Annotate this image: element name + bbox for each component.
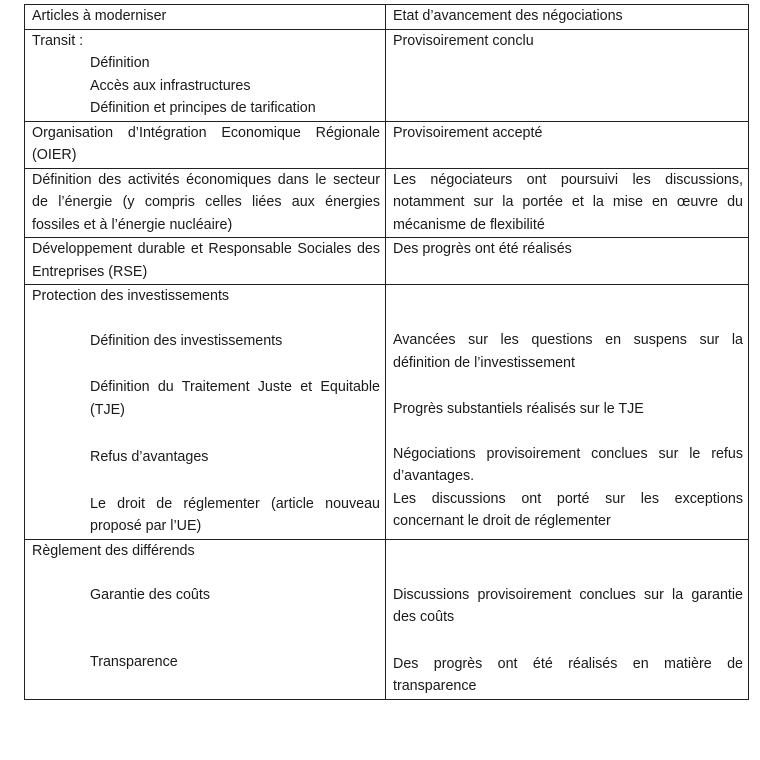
spacer <box>393 629 743 653</box>
spacer <box>32 308 380 330</box>
spacer <box>32 629 380 651</box>
article-cell <box>25 539 386 699</box>
sub-item: Définition <box>90 55 150 71</box>
sub-item: Le droit de réglementer (article nouveau proposé par l’UE) <box>90 495 380 534</box>
article-cell <box>25 29 386 121</box>
header-articles: Articles à moderniser <box>25 5 386 30</box>
spacer <box>32 562 380 584</box>
sub-item: Refus d’avantages <box>90 449 209 465</box>
section-title: Règlement des différends <box>32 542 195 559</box>
article-cell: Organisation d’Intégration Economique Régionale (OIER) <box>25 121 386 168</box>
negotiation-status-table <box>24 4 749 700</box>
spacer <box>393 421 743 443</box>
spacer <box>393 562 743 584</box>
sub-status: Négociations provisoirement conclues sur le refus d’avantages. <box>393 445 743 484</box>
table-row-rse <box>25 238 749 285</box>
table-header-row <box>25 5 749 30</box>
table-row-disputes <box>25 539 749 699</box>
table-row-investment <box>25 285 749 540</box>
sub-status: Progrès substantiels réalisés sur le TJE <box>393 401 644 417</box>
status-cell: Des progrès ont été réalisés <box>386 238 749 285</box>
header-status: Etat d’avancement des négociations <box>386 5 749 30</box>
article-cell <box>25 285 386 540</box>
status-cell <box>386 285 749 540</box>
sub-item: Définition et principes de tarification <box>90 100 316 116</box>
status-cell: Les négociateurs ont poursuivi les discussions, notamment sur la portée et la mise en œuvre du mécanisme de flexibilité <box>386 168 749 238</box>
section-title: Transit : <box>32 32 84 49</box>
sub-status: Discussions provisoirement conclues sur la garantie des coûts <box>393 586 743 625</box>
spacer <box>393 285 743 307</box>
spacer <box>32 421 380 446</box>
table-row-oier <box>25 121 749 168</box>
table-row-energy <box>25 168 749 238</box>
sub-status: Les discussions ont porté sur les exceptions concernant le droit de réglementer <box>393 490 743 529</box>
sub-item: Définition des investissements <box>90 332 283 349</box>
status-cell: Provisoirement accepté <box>386 121 749 168</box>
spacer <box>393 540 743 562</box>
sub-status: Avancées sur les questions en suspens sur la définition de l’investissement <box>393 332 743 371</box>
sub-item: Transparence <box>90 653 178 670</box>
spacer <box>393 374 743 398</box>
spacer <box>32 352 380 376</box>
document-page <box>24 4 748 700</box>
sub-item: Accès aux infrastructures <box>90 77 251 94</box>
spacer <box>32 469 380 493</box>
article-cell: Définition des activités économiques dans le secteur de l’énergie (y compris celles liées aux énergies fossiles et à l’énergie nucléaire) <box>25 168 386 238</box>
section-title: Protection des investissements <box>32 288 230 304</box>
sub-item: Garantie des coûts <box>90 587 211 603</box>
article-cell: Développement durable et Responsable Sociales des Entreprises (RSE) <box>25 238 386 285</box>
status-cell: Provisoirement conclu <box>386 29 749 121</box>
spacer <box>32 607 380 629</box>
spacer <box>393 307 743 329</box>
sub-status: Des progrès ont été réalisés en matière de transparence <box>393 655 743 694</box>
table-row-transit <box>25 29 749 121</box>
status-cell <box>386 539 749 699</box>
sub-item: Définition du Traitement Juste et Equitable (TJE) <box>90 379 380 418</box>
